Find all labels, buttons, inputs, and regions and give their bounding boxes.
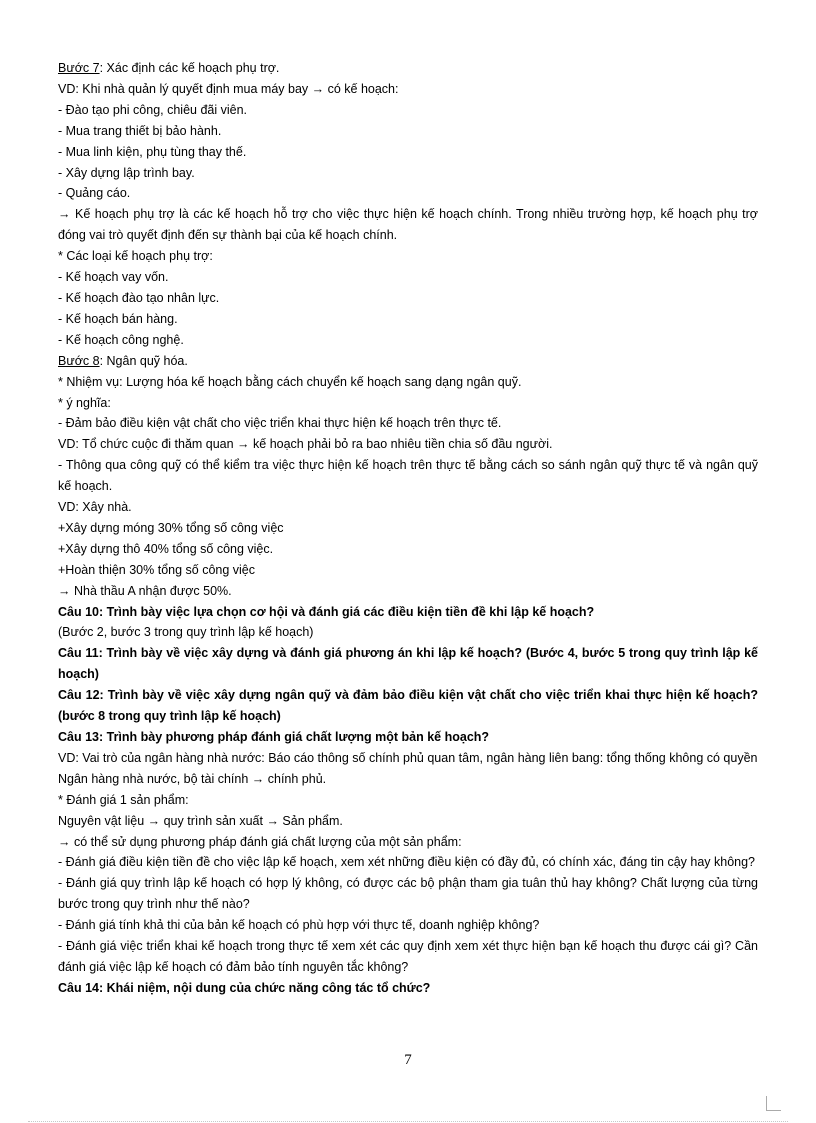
step7-heading xyxy=(58,58,758,79)
list-item: - Kế hoạch đào tạo nhân lực. xyxy=(58,290,220,305)
text-line: → có thể sử dụng phương pháp đánh giá chất lượng của một sản phẩm: xyxy=(58,834,462,849)
list-item: - Kế hoạch vay vốn. xyxy=(58,270,169,285)
list-item: - Kế hoạch công nghệ. xyxy=(58,332,184,347)
paragraph: → Kế hoạch phụ trợ là các kế hoạch hỗ trợ cho việc thực hiện kế hoạch chính. Trong nhiều trường hợp, kế hoạch phụ trợ đóng vai trò quyết định đến sự thành bại của kế hoạch chính. xyxy=(58,207,758,243)
paragraph: - Thông qua công quỹ có thể kiểm tra việc thực hiện kế hoạch trên thực tế bằng cách so sánh ngân quỹ thực tế và ngân quỹ kế hoạch. xyxy=(58,458,758,494)
text-line: VD: Xây nhà. xyxy=(58,500,132,515)
list-item: - Mua linh kiện, phụ tùng thay thế. xyxy=(58,144,247,159)
paragraph: VD: Vai trò của ngân hàng nhà nước: Báo cáo thông số chính phủ quan tâm, ngân hàng liên bang: tổng thống không có quyền xyxy=(58,750,758,765)
step8-title: : Ngân quỹ hóa. xyxy=(99,353,188,368)
text-line: * Các loại kế hoạch phụ trợ: xyxy=(58,249,213,264)
question-10: Câu 10: Trình bày việc lựa chọn cơ hội và đánh giá các điều kiện tiền đề khi lập kế hoạch? xyxy=(58,604,595,619)
list-item: +Xây dựng móng 30% tổng số công việc xyxy=(58,520,284,535)
text-line: → Nhà thầu A nhận được 50%. xyxy=(58,583,232,598)
question-14: Câu 14: Khái niệm, nội dung của chức năng công tác tổ chức? xyxy=(58,980,431,995)
paragraph: - Đánh giá việc triển khai kế hoạch trong thực tế xem xét các quy định xem xét thực hiện bạn kế hoạch thu được cái gì? Cần đánh giá việc lập kế hoạch có đảm bảo tính nguyên tắc không? xyxy=(58,939,758,974)
step8-heading xyxy=(58,351,758,372)
list-item: - Mua trang thiết bị bảo hành. xyxy=(58,123,222,138)
list-item: - Đảm bảo điều kiện vật chất cho việc triển khai thực hiện kế hoạch trên thực tế. xyxy=(58,416,502,431)
page-number: 7 xyxy=(404,1052,412,1068)
step7-title: : Xác định các kế hoạch phụ trợ. xyxy=(99,61,280,75)
list-item: - Quảng cáo. xyxy=(58,186,131,201)
question-11: Câu 11: Trình bày về việc xây dựng và đánh giá phương án khi lập kế hoạch? (Bước 4, bước 5 trong quy trình lập kế hoạch) xyxy=(58,646,758,682)
step7-label: Bước 7 xyxy=(58,61,100,75)
question-12: Câu 12: Trình bày về việc xây dựng ngân quỹ và đảm bảo điều kiện vật chất cho việc triển khai thực hiện kế hoạch? (bước 8 trong quy trình lập kế hoạch) xyxy=(58,688,758,724)
document-body xyxy=(58,58,758,999)
step8-label: Bước 8 xyxy=(58,353,100,368)
text-line: * Đánh giá 1 sản phẩm: xyxy=(58,792,189,807)
paragraph: - Đánh giá quy trình lập kế hoạch có hợp lý không, có được các bộ phận tham gia tuân thủ hay không? Chất lượng của từng bước trong quy trình như thế nào? xyxy=(58,876,758,912)
page-corner-mark xyxy=(766,1096,781,1111)
text-line: Nguyên vật liệu → quy trình sản xuất → Sản phẩm. xyxy=(58,813,343,828)
list-item: - Đánh giá tính khả thi của bản kế hoạch có phù hợp với thực tế, doanh nghiệp không? xyxy=(58,918,540,933)
text-line: * Nhiệm vụ: Lượng hóa kế hoạch bằng cách chuyển kế hoạch sang dạng ngân quỹ. xyxy=(58,374,522,389)
list-item: +Hoàn thiện 30% tổng số công việc xyxy=(58,562,256,577)
list-item: - Xây dựng lập trình bay. xyxy=(58,165,195,180)
list-item: - Kế hoạch bán hàng. xyxy=(58,311,178,326)
text-line: Ngân hàng nhà nước, bộ tài chính → chính phủ. xyxy=(58,771,327,786)
page-bottom-rule xyxy=(28,1121,788,1122)
text-line: * ý nghĩa: xyxy=(58,395,111,410)
list-item: - Đào tạo phi công, chiêu đãi viên. xyxy=(58,102,248,117)
text-line: VD: Tổ chức cuộc đi thăm quan → kế hoạch phải bỏ ra bao nhiêu tiền chia số đầu người. xyxy=(58,437,553,452)
paragraph: - Đánh giá điều kiện tiền đề cho việc lập kế hoạch, xem xét những điều kiện có đầy đủ, có chính xác, đáng tin cậy hay không? xyxy=(58,855,756,870)
text-line: VD: Khi nhà quản lý quyết định mua máy bay → có kế hoạch: xyxy=(58,81,399,96)
text-line: (Bước 2, bước 3 trong quy trình lập kế hoạch) xyxy=(58,625,314,640)
question-13: Câu 13: Trình bày phương pháp đánh giá chất lượng một bản kế hoạch? xyxy=(58,730,490,744)
list-item: +Xây dựng thô 40% tổng số công việc. xyxy=(58,541,274,556)
